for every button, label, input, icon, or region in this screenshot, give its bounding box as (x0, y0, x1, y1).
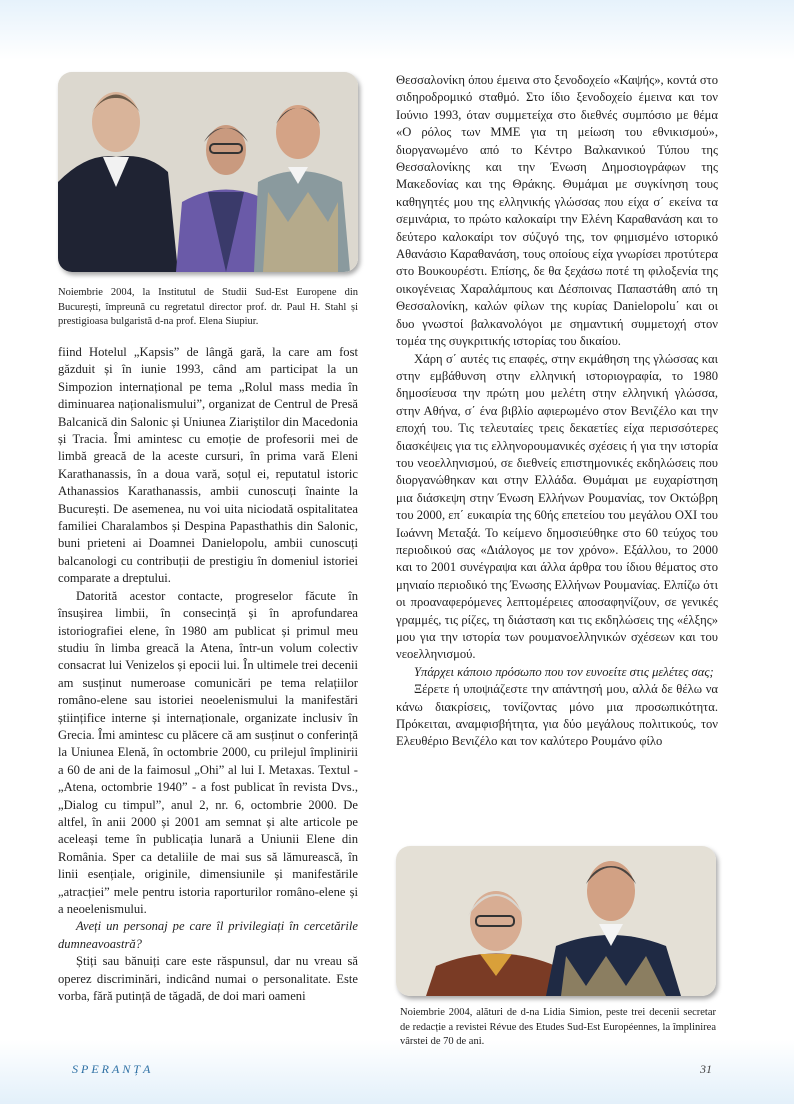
right-question: Υπάρχει κάποιο πρόσωπο που τον ευνοείτε στις μελέτες σας; (414, 664, 714, 679)
left-column (58, 344, 358, 1005)
right-paragraph-2: Χάρη σ΄ αυτές τις επαφές, στην εκμάθηση της γλώσσας και στην εμβάθυνση στην ελληνική ιστοριογραφία, το 1980 δημοσίευσα την πρώτη μου μελέτη στην ελληνική γλώσσα, στην Αθήνα, σ΄ ένα βιβλίο αφιερωμένο στον Βενιζέλο και την εποχή του. Τις τελευταίες τρεις δεκαετίες είχα περισσότερες διασκέψεις για τις ελληνορουμανικές σχέσεις ή για την ιστορία του νεοελληνισμού, σε διεθνείς επιστημονικές εκδηλώσεις που διοργανώθηκαν και στην Ελλάδα. Θυμάμαι με ευχαρίστηση μια διάσκεψη στην Ένωση Ελλήνων Ρουμανίας, τον Οκτώβρη του 2000, επ΄ ευκαιρία της 60ής επετείου του μεγάλου ΟΧΙ του Ιωάννη Μεταξά. Το κείμενο δημοσιεύθηκε στο 60 τεύχος του περιοδικού σας «Διάλογος με τον χρόνο». Εξάλλου, το 2000 και το 2001 συνέγραψα και άλλα άρθρα του ίδιου θέματος στο μηνιαίο περιοδικό της Ένωσης Ελλήνων Ρουμανίας. Ελπίζω ότι οι προαναφερόμενες λεπτομέρειες αποσαφηνίζουν, σε γενικές γραμμές, τις ρίζες, τη διάσταση και τις εκδηλώσεις της «έλξης» μου για την ιστορία των ρουμανοελληνικών σχέσεων και του νεοελληνισμού. (396, 351, 718, 662)
left-question: Aveți un personaj pe care îl privilegiați în cercetările dumneavoastră? (58, 919, 358, 951)
page-number: 31 (700, 1062, 712, 1076)
right-paragraph-1: Θεσσαλονίκη όπου έμεινα στο ξενοδοχείο «Καψής», κοντά στο σιδηροδρομικό σταθμό. Στο ίδιο ξενοδοχείο έμεινα και τον Ιούνιο 1993, όταν συμμετείχα στο διεθνές συμπόσιο με θέμα «Ο ρόλος των ΜΜΕ για τη μείωση του εθνικισμού», διοργανωμένο από το Κέντρο Βαλκανικού Τύπου της Θεσσαλονίκης και την Ένωση Δημοσιογράφων της Μακεδονίας και της Θράκης. Θυμάμαι με συγκίνηση τους καθηγητές μου της ελληνικής γλώσσας που είχα σ΄ εκείνα τα σεμινάρια, το πρώτο καλοκαίρι την Ελένη Καραθανάση και το δεύτερο καλοκαίρι τον σύζυγό της, τον φημισμένο ιστορικό Αθανάσιο Καραθανάση, τους οποίους είχα γνωρίσει προτύτερα στο Βουκουρέστι. Επίσης, δε θα ξεχάσω ποτέ τη φιλοξενία της οικογένειας Χαραλάμπους και Δέσποινας Παπαστάθη από τη Θεσσαλονίκη, καλών φίλων της κυρίας Danielopolu΄ και οι δυο γνωστοί βαλκανολόγοι με σημαντική συμμετοχή στον τομέα της συγκριτικής ιστορίας του δικαίου. (396, 73, 718, 349)
magazine-name: SPERANȚA (72, 1062, 154, 1076)
right-paragraph-3: Ξέρετε ή υποψιάζεστε την απάντησή μου, αλλά δε θέλω να κάνω διακρίσεις, τονίζοντας μόνο μια προσωπικότητα. Πρόκειται, αναμφισβήτητα, για δύο μεγάλους πολιτικούς, τον Ελευθέριο Βενιζέλο και τον καλύτερο Ρουμάνο φίλο (396, 682, 718, 749)
right-column (396, 72, 718, 751)
photo-top-caption: Noiembrie 2004, la Institutul de Studii Sud-Est Europene din București, împreună cu regretatul director prof. dr. Paul H. Stahl și prestigioasa bulgaristă d-na prof. Elena Siupiur. (58, 287, 358, 327)
left-paragraph-1: fiind Hotelul „Kapsis” de lângă gară, la care am fost găzduit și în iunie 1993, când am participat la un Simpozion internațional pe tema „Rolul mass media în diminuarea naționalismului”, organizat de Centrul de Presă Balcanică din Salonic și Uniunea Ziariștilor din Macedonia și Tracia. Îmi amintesc cu emoție de profesorii mei de limbă greacă de la aceste cursuri, în prima vară Eleni Karathanassis, în a doua vară, soțul ei, reputatul istoric Athanassios Karathanassis, ambii cunoscuți înainte la București. De asemenea, nu voi uita niciodată ospitalitatea familiei Charalambos și Despina Papasthathis din Salonic, buni prieteni ai Doamnei Danielopolu, ambii cunoscuți balcanologi cu contribuții de prestigiu în domeniul istoriei comparate a dreptului. (58, 345, 358, 586)
photo-bottom-caption: Noiembrie 2004, alături de d-na Lidia Simion, peste trei decenii secretar de redacție a revistei Révue des Etudes Sud-Est Européennes, la împlinirea vârstei de 70 de ani. (400, 1007, 716, 1047)
left-paragraph-3: Știți sau bănuiți care este răspunsul, dar nu vreau să operez discriminări, indicând numai o personalitate. Este vorba, fără putință de tăgadă, de doi mari oameni (58, 954, 358, 1004)
photo-bottom (396, 846, 716, 996)
left-paragraph-2: Datorită acestor contacte, progreselor făcute în însușirea limbii, în consecință și în aprofundarea istoriografiei elene, în 1980 am publicat și primul meu studiu în limba greacă la Atena, într-un volum colectiv consacrat lui Venizelos și epocii lui. În ultimele trei decenii am susținut numeroase comunicări pe tema relațiilor româno-elene sau istoriei neoelenismului la manifestări științifice interne și internaționale, organizate inclusiv în Grecia. Îmi amintesc cu plăcere că am susținut o conferință la Uniunea Elenă, în octombrie 2000, cu prilejul împlinirii a 60 de ani de la faimosul „Ohi” al lui I. Metaxas. Textul - „Atena, octombrie 1940” - a fost publicat în revista Dvs., „Dialog cu timpul”, anul 2, nr. 6, octombrie 2000. De altfel, în anii 2000 și 2001 am semnat și alte articole pe aceleași teme în publicația lunară a Uniunii Elene din România. Sper ca detaliile de mai sus să lămurească, în linii esențiale, originile, dimensiunile și manifestările „atracției” mele pentru istoria raporturilor româno-elene și a neoelenismului. (58, 588, 358, 916)
photo-top (58, 72, 358, 272)
